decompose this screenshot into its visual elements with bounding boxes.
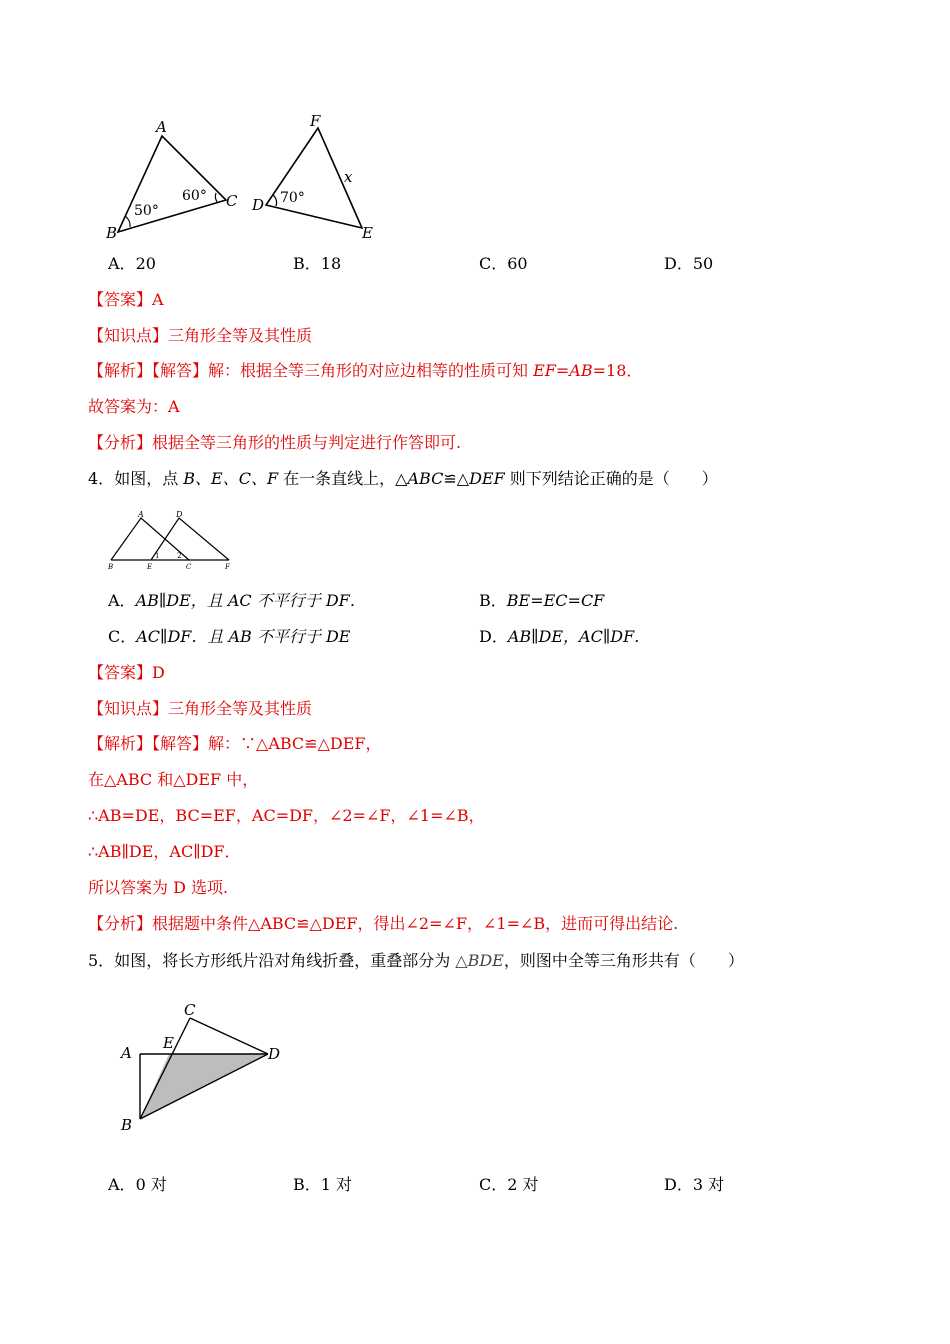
label-d: D [252,196,265,214]
label-c: C [186,563,192,570]
label-c: C [226,192,238,210]
q5-option-c[interactable]: C．2 对 [479,1175,539,1194]
q3-option-d[interactable]: D．50 [664,254,714,273]
q5-option-b[interactable]: B．1 对 [293,1175,353,1194]
edge-cd [190,1018,268,1054]
angle-b-arc [125,216,130,227]
label-f: F [225,563,230,570]
q4-stem: 4．如图，点 B、E、C、F 在一条直线上，△ABC≌△DEF 则下列结论正确的是（ ） [88,469,718,488]
q3-conclusion: 故答案为：A [88,397,180,416]
q4-analysis-line2: 在△ABC 和△DEF 中， [88,770,259,789]
label-d: D [176,510,183,519]
angle-d-arc [273,195,277,206]
angle-d-label: 70° [280,190,305,206]
q4-analysis-line4: ∴AB∥DE，AC∥DF． [88,842,241,861]
q5-figure [110,1000,290,1140]
label-x: x [344,168,353,186]
label-b: B [106,224,118,242]
q4-analysis: 【解析】【解答】解：∵△ABC≌△DEF， [88,734,382,753]
label-d: D [268,1045,281,1063]
label-b: B [108,563,114,570]
q3-option-a[interactable]: A．20 [108,254,156,273]
q4-option-c[interactable]: C．AC∥DF．且 AB 不平行于 DE [108,627,351,646]
q3-option-c[interactable]: C．60 [479,254,528,273]
q4-option-a[interactable]: A．AB∥DE，且 AC 不平行于 DF． [108,591,366,610]
label-f: F [310,112,321,130]
q4-option-d[interactable]: D．AB∥DE，AC∥DF． [479,627,651,646]
triangle-def [151,518,229,560]
angle-1-label: 1 [155,552,160,560]
q3-knowledge-point: 【知识点】三角形全等及其性质 [88,326,313,345]
q4-analysis-line5: 所以答案为 D 选项. [88,878,229,897]
q3-analysis: 【解析】【解答】解：根据全等三角形的对应边相等的性质可知 EF=AB=18． [88,361,643,380]
angle-b-label: 50° [134,203,159,219]
label-e: E [163,1034,174,1052]
q3-option-b[interactable]: B．18 [293,254,342,273]
label-e: E [362,224,373,242]
label-c: C [184,1001,196,1019]
q4-figure [105,508,235,570]
q3-fenxi: 【分析】根据全等三角形的性质与判定进行作答即可. [88,433,462,452]
q4-answer: 【答案】D [88,663,165,682]
q5-option-d[interactable]: D．3 对 [664,1175,725,1194]
q3-answer: 【答案】A [88,290,164,309]
label-a: A [121,1044,132,1062]
q4-fenxi: 【分析】根据题中条件△ABC≌△DEF，得出∠2=∠F，∠1=∠B，进而可得出结论. [88,914,679,933]
label-e: E [147,563,153,570]
q5-stem: 5．如图，将长方形纸片沿对角线折叠，重叠部分为 △BDE，则图中全等三角形共有（ ） [88,951,744,970]
label-b: B [121,1116,133,1134]
angle-c-label: 60° [182,188,207,204]
label-a: A [156,118,167,136]
q4-analysis-line3: ∴AB=DE，BC=EF，AC=DF，∠2=∠F，∠1=∠B， [88,806,485,825]
q4-knowledge-point: 【知识点】三角形全等及其性质 [88,699,313,718]
angle-2-label: 2 [177,552,182,560]
q3-figure [100,110,380,245]
angle-c-arc [215,193,218,203]
label-a: A [138,510,144,519]
q5-option-a[interactable]: A．0 对 [108,1175,167,1194]
q4-option-b[interactable]: B．BE=EC=CF [479,591,605,610]
